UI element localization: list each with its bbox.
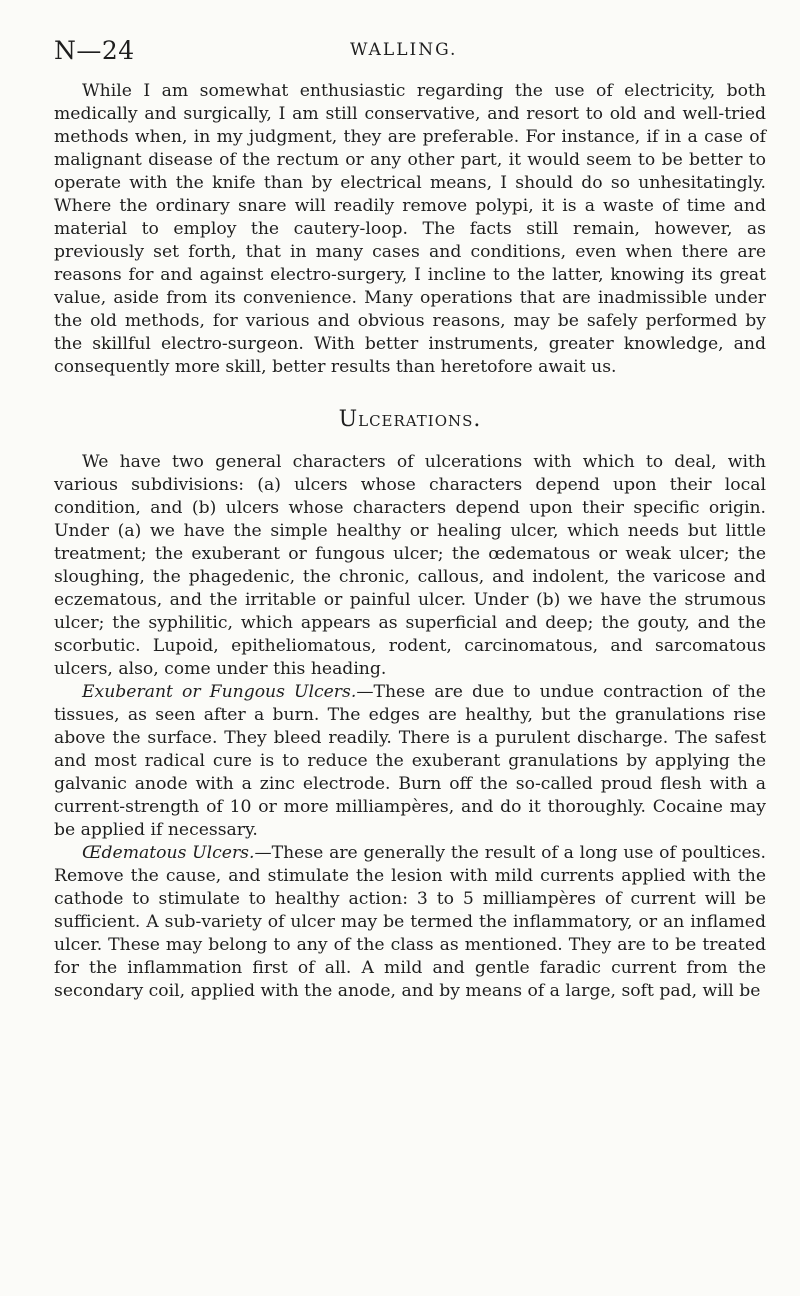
section-heading: Ulcerations. bbox=[338, 407, 482, 432]
subsection-title: Exuberant or Fungous Ulcers. bbox=[82, 682, 357, 702]
page-header bbox=[54, 36, 714, 66]
subsection-title: Œdematous Ulcers. bbox=[82, 843, 255, 863]
section-intro-paragraph: We have two general characters of ulcerations with which to deal, with various subdivisions: (a) ulcers whose characters depend upon their local condition, and (b) ulcers whose characters depend upon their specific origin. Under (a) we have the simple healthy or healing ulcer, which needs but little treatment; the exuberant or fungous ulcer; the œdematous or weak ulcer; the sloughing, the phagedenic, the chronic, callous, and indolent, the varicose and eczematous, and the irritable or painful ulcer. Under (b) we have the strumous ulcer; the syphilitic, which appears as superficial and deep; the gouty, and the scorbutic. Lupoid, epitheliomatous, rodent, carcinomatous, and sarcomatous ulcers, also, come under this heading. bbox=[54, 452, 766, 679]
subsection-text: —These are due to undue contraction of the tissues, as seen after a burn. The edges are healthy, but the granulations rise above the surface. They bleed readily. There is a purulent discharge. The safest and most radical cure is to reduce the exuberant granulations by applying the galvanic anode with a zinc electrode. Burn off the so-called proud flesh with a current-strength of 10 or more milliampères, and do it thoroughly. Cocaine may be applied if necessary. bbox=[54, 682, 766, 840]
subsection-paragraph bbox=[54, 842, 766, 1003]
intro-paragraph: While I am somewhat enthusiastic regarding the use of electricity, both medically and surgically, I am still conservative, and resort to old and well-tried methods when, in my judgment, they are preferable. For instance, if in a case of malignant disease of the rectum or any other part, it would seem to be better to operate with the knife than by electrical means, I should do so unhesitatingly. Where the ordinary snare will readily remove polypi, it is a waste of time and material to employ the cautery-loop. The facts still remain, however, as previously set forth, that in many cases and conditions, even when there are reasons for and against electro-surgery, I incline to the latter, knowing its great value, aside from its convenience. Many operations that are inadmissible under the old methods, for various and obvious reasons, may be safely performed by the skillful electro-surgeon. With better instruments, greater knowledge, and consequently more skill, better results than heretofore await us. bbox=[54, 81, 766, 377]
page-content bbox=[54, 80, 766, 1003]
running-head: WALLING. bbox=[350, 40, 458, 60]
subsection-paragraph bbox=[54, 681, 766, 842]
subsection-text: —These are generally the result of a long use of poultices. Remove the cause, and stimulate the lesion with mild currents applied with the cathode to stimulate to healthy action: 3 to 5 milliampères of current will be sufficient. A sub-variety of ulcer may be termed the inflammatory, or an inflamed ulcer. These may belong to any of the class as mentioned. They are to be treated for the inflammation first of all. A mild and gentle faradic current from the secondary coil, applied with the anode, and by means of a large, soft pad, will be bbox=[54, 843, 767, 1001]
page-number: N—24 bbox=[54, 36, 135, 65]
